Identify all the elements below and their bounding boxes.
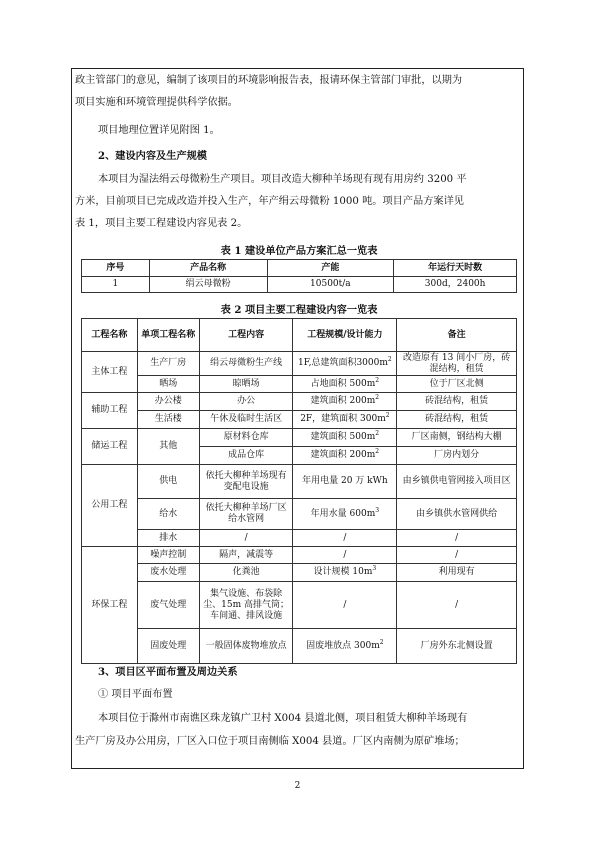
table-cell: 砖混结构，租赁 xyxy=(397,393,517,411)
table-cell: 成品仓库 xyxy=(199,447,293,465)
table-cell: 由乡镇供电管网接入项目区 xyxy=(397,465,517,499)
table-cell: 排水 xyxy=(137,530,199,547)
table-cell: 噪声控制 xyxy=(137,547,199,564)
section-heading: 2、建设内容及生产规模 xyxy=(98,150,207,162)
table-header: 工程规模/设计能力 xyxy=(293,319,397,352)
table-cell: 建筑面积 $200m^2$ xyxy=(293,393,397,411)
table-cell: 一般固体废物堆放点 xyxy=(199,629,293,664)
table-cell: / xyxy=(397,530,517,547)
table-cell: / xyxy=(199,530,293,547)
table-cell: 年用水量 $600m^3$ xyxy=(293,499,397,530)
table-header: 序号 xyxy=(82,260,150,277)
table-cell: 厂房外东北侧设置 xyxy=(397,629,517,664)
table-cell: 给水 xyxy=(137,499,199,530)
table-cell: 午休及临时生活区 xyxy=(199,411,293,429)
group-label: 环保工程 xyxy=(82,547,138,664)
group-label: 辅助工程 xyxy=(82,393,138,429)
table-header: 单项工程名称 xyxy=(137,319,199,352)
table-cell: 化粪池 xyxy=(199,564,293,582)
table-cell: 1F,总建筑面积$3000m^2$ xyxy=(293,352,397,376)
table-cell: 1 xyxy=(82,277,150,293)
table-cell: 建筑面积 $500m^2$ xyxy=(293,429,397,447)
table-cell: 固废堆放点 $300m^2$ xyxy=(293,629,397,664)
table-cell: 厂区南侧，钢结构大棚 xyxy=(397,429,517,447)
table-cell: 办公 xyxy=(199,393,293,411)
paragraph-line: 本项目为湿法绢云母微粉生产项目。项目改造大柳种羊场现有现有用房约 3200 平 xyxy=(98,174,467,185)
table-cell: 晾晒场 xyxy=(199,376,293,393)
table-cell: 晒场 xyxy=(137,376,199,393)
table-cell: 建筑面积 $200m^2$ xyxy=(293,447,397,465)
paragraph-line: 项目实施和环境管理提供科学依据。 xyxy=(75,97,238,108)
table-cell: 占地面积 $500m^2$ xyxy=(293,376,397,393)
group-label: 主体工程 xyxy=(82,352,138,393)
group-label: 储运工程 xyxy=(82,429,138,465)
table-cell: 利用现有 xyxy=(397,564,517,582)
table-cell: 原材料仓库 xyxy=(199,429,293,447)
section-heading: 3、项目区平面布置及周边关系 xyxy=(98,666,238,678)
table-header: 产品名称 xyxy=(149,260,267,277)
table-cell: 废气处理 xyxy=(137,582,199,629)
table-cell: 隔声，减震等 xyxy=(199,547,293,564)
table-header: 工程内容 xyxy=(199,319,293,352)
table-cell: 厂房内划分 xyxy=(397,447,517,465)
table-cell: 办公楼 xyxy=(137,393,199,411)
table-cell: 固废处理 xyxy=(137,629,199,664)
table-caption: 表 2 项目主要工程建设内容一览表 xyxy=(220,304,378,316)
paragraph-line: 项目地理位置详见附图 1。 xyxy=(98,125,220,136)
table-cell: 位于厂区北侧 xyxy=(397,376,517,393)
table-header: 备注 xyxy=(397,319,517,352)
table-cell: 生活楼 xyxy=(137,411,199,429)
table-cell: / xyxy=(293,547,397,564)
table-cell: / xyxy=(293,582,397,629)
table-cell: 依托大柳种羊场现有变配电设施 xyxy=(199,465,293,499)
table-cell: 由乡镇供水管网供给 xyxy=(397,499,517,530)
table-cell: 其他 xyxy=(137,429,199,465)
table-caption: 表 1 建设单位产品方案汇总一览表 xyxy=(220,245,378,257)
table-cell: 废水处理 xyxy=(137,564,199,582)
table-cell: 设计规模 $10m^3$ xyxy=(293,564,397,582)
table-cell: 依托大柳种羊场厂区给水管网 xyxy=(199,499,293,530)
table-cell: 生产厂房 xyxy=(137,352,199,376)
table-cell: / xyxy=(293,530,397,547)
construction-table xyxy=(81,318,517,664)
table-cell: 2F，建筑面积 $300m^2$ xyxy=(293,411,397,429)
paragraph-line: 方米，目前项目已完成改造并投入生产，年产绢云母微粉 1000 吨。项目产品方案详见 xyxy=(75,196,464,207)
paragraph-line: 政主管部门的意见，编制了该项目的环境影响报告表，报请环保主管部门审批，以期为 xyxy=(75,75,463,86)
table-cell: 绢云母微粉 xyxy=(149,277,267,293)
table-header: 年运行天时数 xyxy=(394,260,517,277)
table-cell: / xyxy=(397,547,517,564)
table-cell: 集气设施、布袋除尘、15m 高排气筒；车间通、排风设施 xyxy=(199,582,293,629)
table-header: 工程名称 xyxy=(82,319,138,352)
table-cell: 年用电量 20 万 kWh xyxy=(293,465,397,499)
table-cell: 砖混结构，租赁 xyxy=(397,411,517,429)
table-cell: 300d，2400h xyxy=(394,277,517,293)
table-cell: 改造原有 13 间小厂房，砖混结构，租赁 xyxy=(397,352,517,376)
table-cell: 10500t/a xyxy=(267,277,394,293)
group-label: 公用工程 xyxy=(82,465,138,547)
paragraph-line: 生产厂房及办公用房，厂区入口位于项目南侧临 X004 县道。厂区内南侧为原矿堆场； xyxy=(75,736,465,747)
page-number: 2 xyxy=(294,781,301,791)
table-cell: 绢云母微粉生产线 xyxy=(199,352,293,376)
table-cell: 供电 xyxy=(137,465,199,499)
product-table xyxy=(81,259,517,293)
paragraph-line: 本项目位于滁州市南谯区珠龙镇广卫村 X004 县道北侧，项目租赁大柳种羊场现有 xyxy=(98,713,468,724)
subsection-heading: ① 项目平面布置 xyxy=(98,689,173,700)
table-header: 产能 xyxy=(267,260,394,277)
table-cell: / xyxy=(397,582,517,629)
paragraph-line: 表 1，项目主要工程建设内容见表 2。 xyxy=(75,218,248,229)
